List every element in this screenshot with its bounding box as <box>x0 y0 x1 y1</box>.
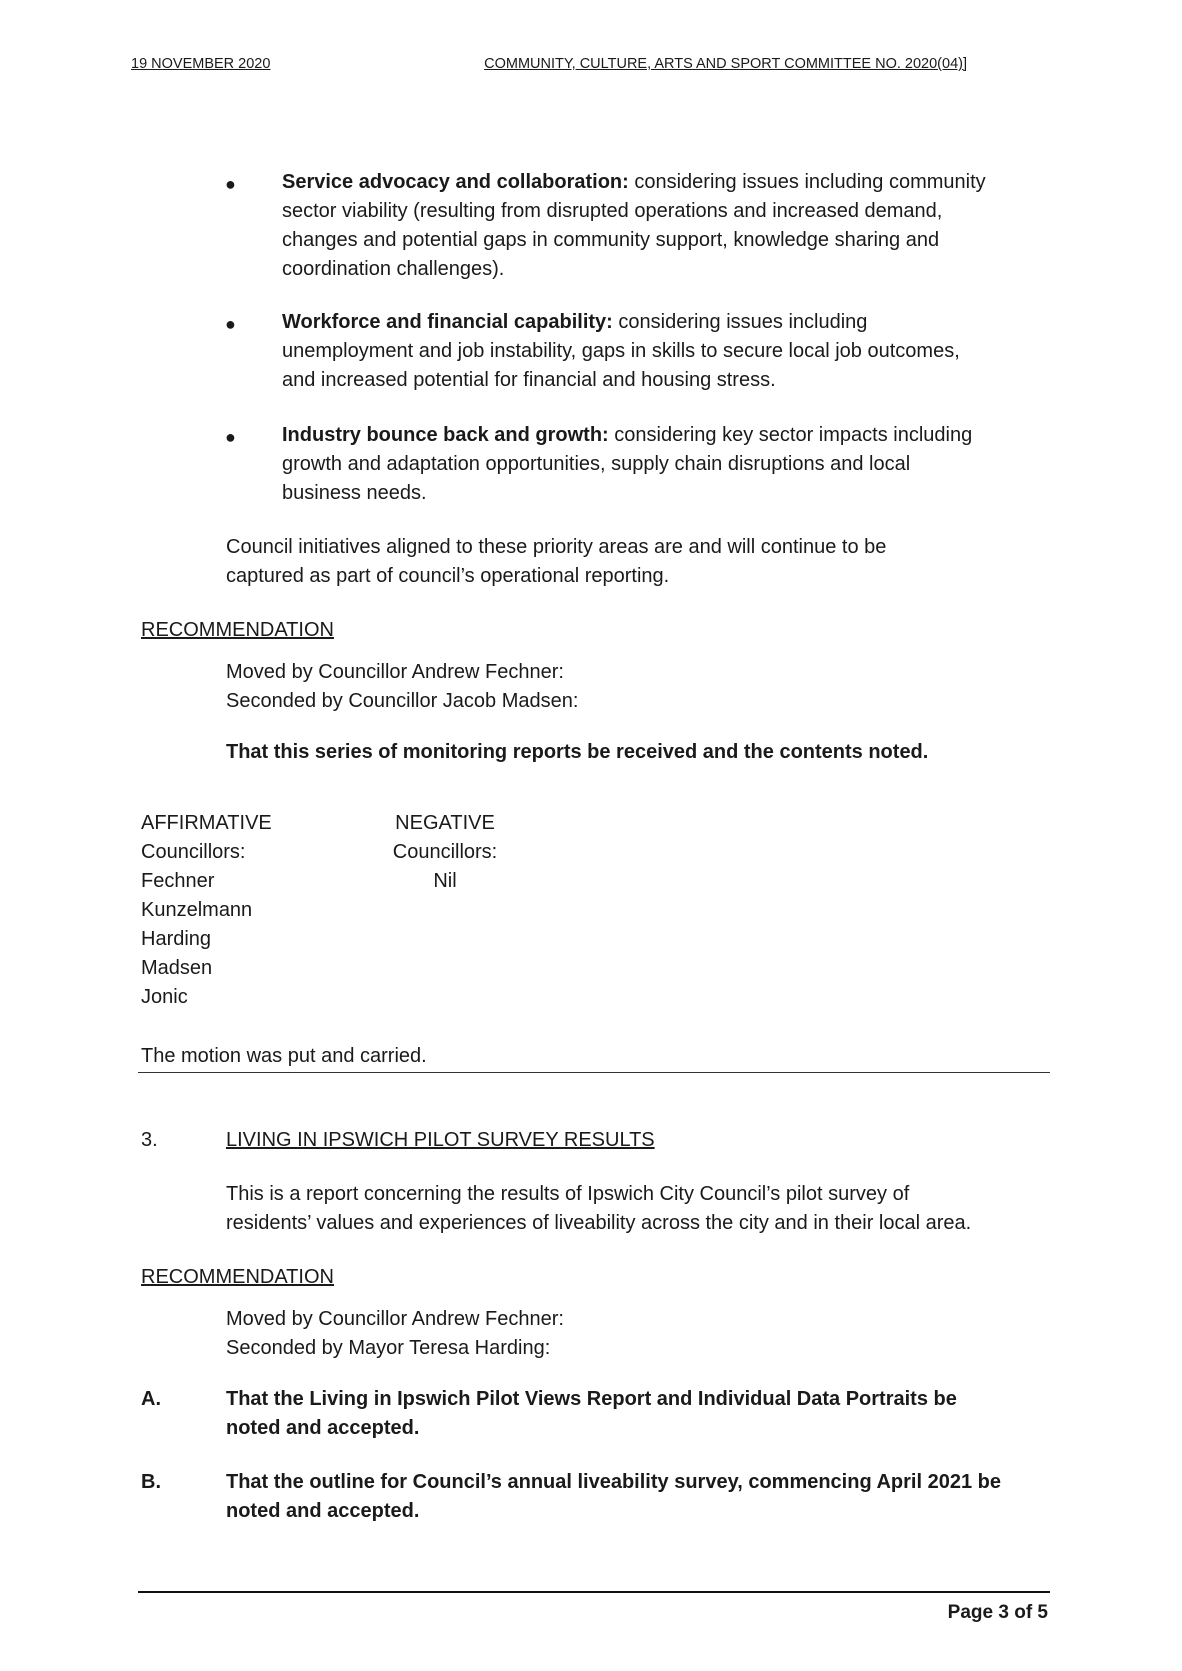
resolution-line: That the Living in Ipswich Pilot Views Report and Individual Data Portraits be <box>226 1388 957 1410</box>
footer-rule <box>138 1591 1050 1593</box>
header-date: 19 NOVEMBER 2020 <box>131 56 271 72</box>
item-number: 3. <box>141 1129 158 1151</box>
recommendation-heading: RECOMMENDATION <box>141 1266 334 1288</box>
mover-block <box>226 658 1056 716</box>
moved-by: Moved by Councillor Andrew Fechner: <box>226 1308 564 1330</box>
bullet-line: considering issues including <box>612 311 868 333</box>
resolution-item-a <box>226 1385 1056 1443</box>
header-committee-title: COMMUNITY, CULTURE, ARTS AND SPORT COMMITTEE NO. 2020(04)] <box>484 56 967 72</box>
negative-councillors-label: Councillors: <box>392 841 498 863</box>
paragraph-line: residents’ values and experiences of liveability across the city and in their local area. <box>226 1212 972 1234</box>
page-number: Page 3 of 5 <box>947 1602 1048 1623</box>
resolution-line: noted and accepted. <box>226 1417 420 1439</box>
moved-by: Moved by Councillor Andrew Fechner: <box>226 661 564 683</box>
recommendation-heading: RECOMMENDATION <box>141 619 334 641</box>
affirmative-heading: AFFIRMATIVE <box>141 812 272 834</box>
section-divider <box>138 1072 1050 1073</box>
bullet-item-workforce <box>282 308 1042 395</box>
affirmative-column <box>141 809 272 1012</box>
bullet-line: growth and adaptation opportunities, supply chain disruptions and local <box>282 453 911 475</box>
bullet-item-service-advocacy <box>282 168 1042 284</box>
bullet-line: and increased potential for financial and housing stress. <box>282 369 776 391</box>
paragraph-line: This is a report concerning the results of Ipswich City Council’s pilot survey of <box>226 1183 910 1205</box>
bullet-item-industry <box>282 421 1042 508</box>
negative-column <box>370 809 520 896</box>
item-title: LIVING IN IPSWICH PILOT SURVEY RESULTS <box>226 1129 655 1151</box>
affirmative-councillors-label: Councillors: <box>141 841 246 863</box>
councillor-name: Nil <box>433 870 457 892</box>
councillor-name: Fechner <box>141 870 215 892</box>
bullet-line: considering issues including community <box>628 171 986 193</box>
councillor-name: Harding <box>141 928 212 950</box>
bullet-line: coordination challenges). <box>282 258 505 280</box>
bullet-title: Industry bounce back and growth: <box>282 424 609 446</box>
negative-heading: NEGATIVE <box>395 812 495 834</box>
council-initiatives-paragraph <box>226 533 1056 591</box>
bullet-line: unemployment and job instability, gaps in skills to secure local job outcomes, <box>282 340 960 362</box>
mover-block <box>226 1305 1056 1363</box>
item-description <box>226 1180 1056 1238</box>
councillor-name: Jonic <box>141 986 188 1008</box>
paragraph-line: Council initiatives aligned to these priority areas are and will continue to be <box>226 536 887 558</box>
councillor-name: Madsen <box>141 957 213 979</box>
resolution-line: noted and accepted. <box>226 1500 420 1522</box>
seconded-by: Seconded by Councillor Jacob Madsen: <box>226 690 579 712</box>
councillor-name: Kunzelmann <box>141 899 253 921</box>
bullet-title: Service advocacy and collaboration: <box>282 171 629 193</box>
bullet-line: changes and potential gaps in community support, knowledge sharing and <box>282 229 940 251</box>
bullet-line: considering key sector impacts including <box>608 424 973 446</box>
bullet-line: business needs. <box>282 482 427 504</box>
seconded-by: Seconded by Mayor Teresa Harding: <box>226 1337 551 1359</box>
bullet-marker: ● <box>225 174 236 194</box>
bullet-title: Workforce and financial capability: <box>282 311 613 333</box>
resolution-letter: A. <box>141 1388 161 1410</box>
paragraph-line: captured as part of council’s operational reporting. <box>226 565 670 587</box>
resolution-letter: B. <box>141 1471 161 1493</box>
bullet-marker: ● <box>225 427 236 447</box>
bullet-line: sector viability (resulting from disrupted operations and increased demand, <box>282 200 943 222</box>
resolution-item-b <box>226 1468 1056 1526</box>
bullet-marker: ● <box>225 314 236 334</box>
resolution-text: That this series of monitoring reports be received and the contents noted. <box>226 741 929 763</box>
resolution-line: That the outline for Council’s annual liveability survey, commencing April 2021 be <box>226 1471 1001 1493</box>
motion-result: The motion was put and carried. <box>141 1045 427 1067</box>
